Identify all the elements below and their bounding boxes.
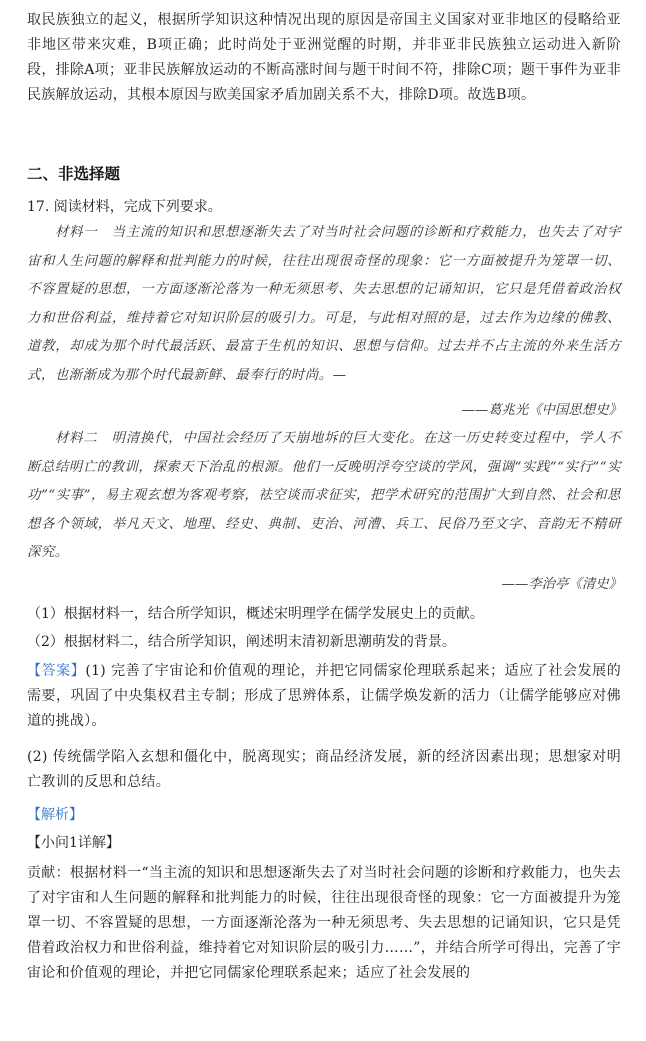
- material-two: [27, 425, 621, 568]
- intro-paragraph: 取民族独立的起义，根据所学知识这种情况出现的原因是帝国主义国家对亚非地区的侵略给亚非地区带来灾难，B项正确；此时尚处于亚洲觉醒的时期，并非亚非民族独立运动进入新阶段，排除A项；亚非民族解放运动的不断高涨时间与题干时间不符，排除C项；题干事件为亚非民族解放运动，其根本原因与欧美国家矛盾加剧关系不大，排除D项。故选B项。: [27, 12, 621, 103]
- analysis-tag: 【解析】: [27, 807, 83, 823]
- answer-block-1: [27, 659, 621, 734]
- detail-paragraph: 贡献：根据材料一“当主流的知识和思想逐渐失去了对当时社会问题的诊断和疗救能力，也失去了对宇宙和人生问题的解释和批判能力的时候，往往出现很奇怪的现象：它一方面被提升为笼罩一切、不容置疑的思想，一方面逐渐沦落为一种无须思考、失去思想的记诵知识，它只是凭借着政治权力和世俗利益，维持着它对知识阶层的吸引力……”，并结合所学可得出，完善了宇宙论和价值观的理论，并把它同儒家伦理联系起来；适应了社会发展的: [27, 865, 621, 981]
- sub-question-2: （2）根据材料二，结合所学知识，阐述明末清初新思潮萌发的背景。: [27, 634, 456, 650]
- material-one: [27, 219, 621, 391]
- material-one-text: 当主流的知识和思想逐渐失去了对当时社会问题的诊断和疗救能力，也失去了对宇宙和人生问题的解释和批判能力的时候，往往出现很奇怪的现象：它一方面被提升为笼罩一切、不容置疑的思想，一方面逐渐沦落为一种无须思考、失去思想的记诵知识，它只是凭借着政治权力和世俗利益，维持着它对知识阶层的吸引力。可是，与此相对照的是，过去作为边缘的佛教、道教，却成为那个时代最活跃、最富于生机的知识、思想与信仰。过去并不占主流的外来生活方式，也渐渐成为那个时代最新鲜、最奉行的时尚。—: [27, 225, 622, 383]
- sub-detail-title: 【小问1详解】: [27, 835, 120, 851]
- material-two-label: 材料二: [55, 431, 98, 446]
- sub-question-1: （1）根据材料一，结合所学知识，概述宋明理学在儒学发展史上的贡献。: [27, 606, 484, 622]
- material-two-text: 明清换代，中国社会经历了天崩地坼的巨大变化。在这一历史转变过程中，学人不断总结明亡的教训，探索天下治乱的根源。他们一反晚明浮夸空谈的学风，强调“实践”“实行”“实功”“实事”，易主观玄想为客观考察，祛空谈而求征实，把学术研究的范围扩大到自然、社会和思想各个领域，举凡天文、地理、经史、典制、吏治、河漕、兵工、民俗乃至文字、音韵无不精研深究。: [27, 431, 622, 561]
- answer-1-text: (1) 完善了宇宙论和价值观的理论，并把它同儒家伦理联系起来；适应了社会发展的需要，巩固了中央集权君主专制；形成了思辨体系，让儒学焕发新的活力（让儒学能够应对佛道的挑战）。: [27, 663, 621, 729]
- answer-tag: 【答案】: [27, 663, 86, 679]
- section-heading: 二、非选择题: [27, 165, 121, 183]
- question-prompt: 17. 阅读材料，完成下列要求。: [27, 199, 222, 215]
- material-one-source: ——葛兆光《中国思想史》: [461, 403, 622, 418]
- answer-block-2: (2) 传统儒学陷入玄想和僵化中，脱离现实；商品经济发展，新的经济因素出现；思想家对明亡教训的反思和总结。: [27, 749, 621, 790]
- material-two-source: ——李治亭《清史》: [501, 577, 622, 592]
- material-one-label: 材料一: [55, 225, 98, 240]
